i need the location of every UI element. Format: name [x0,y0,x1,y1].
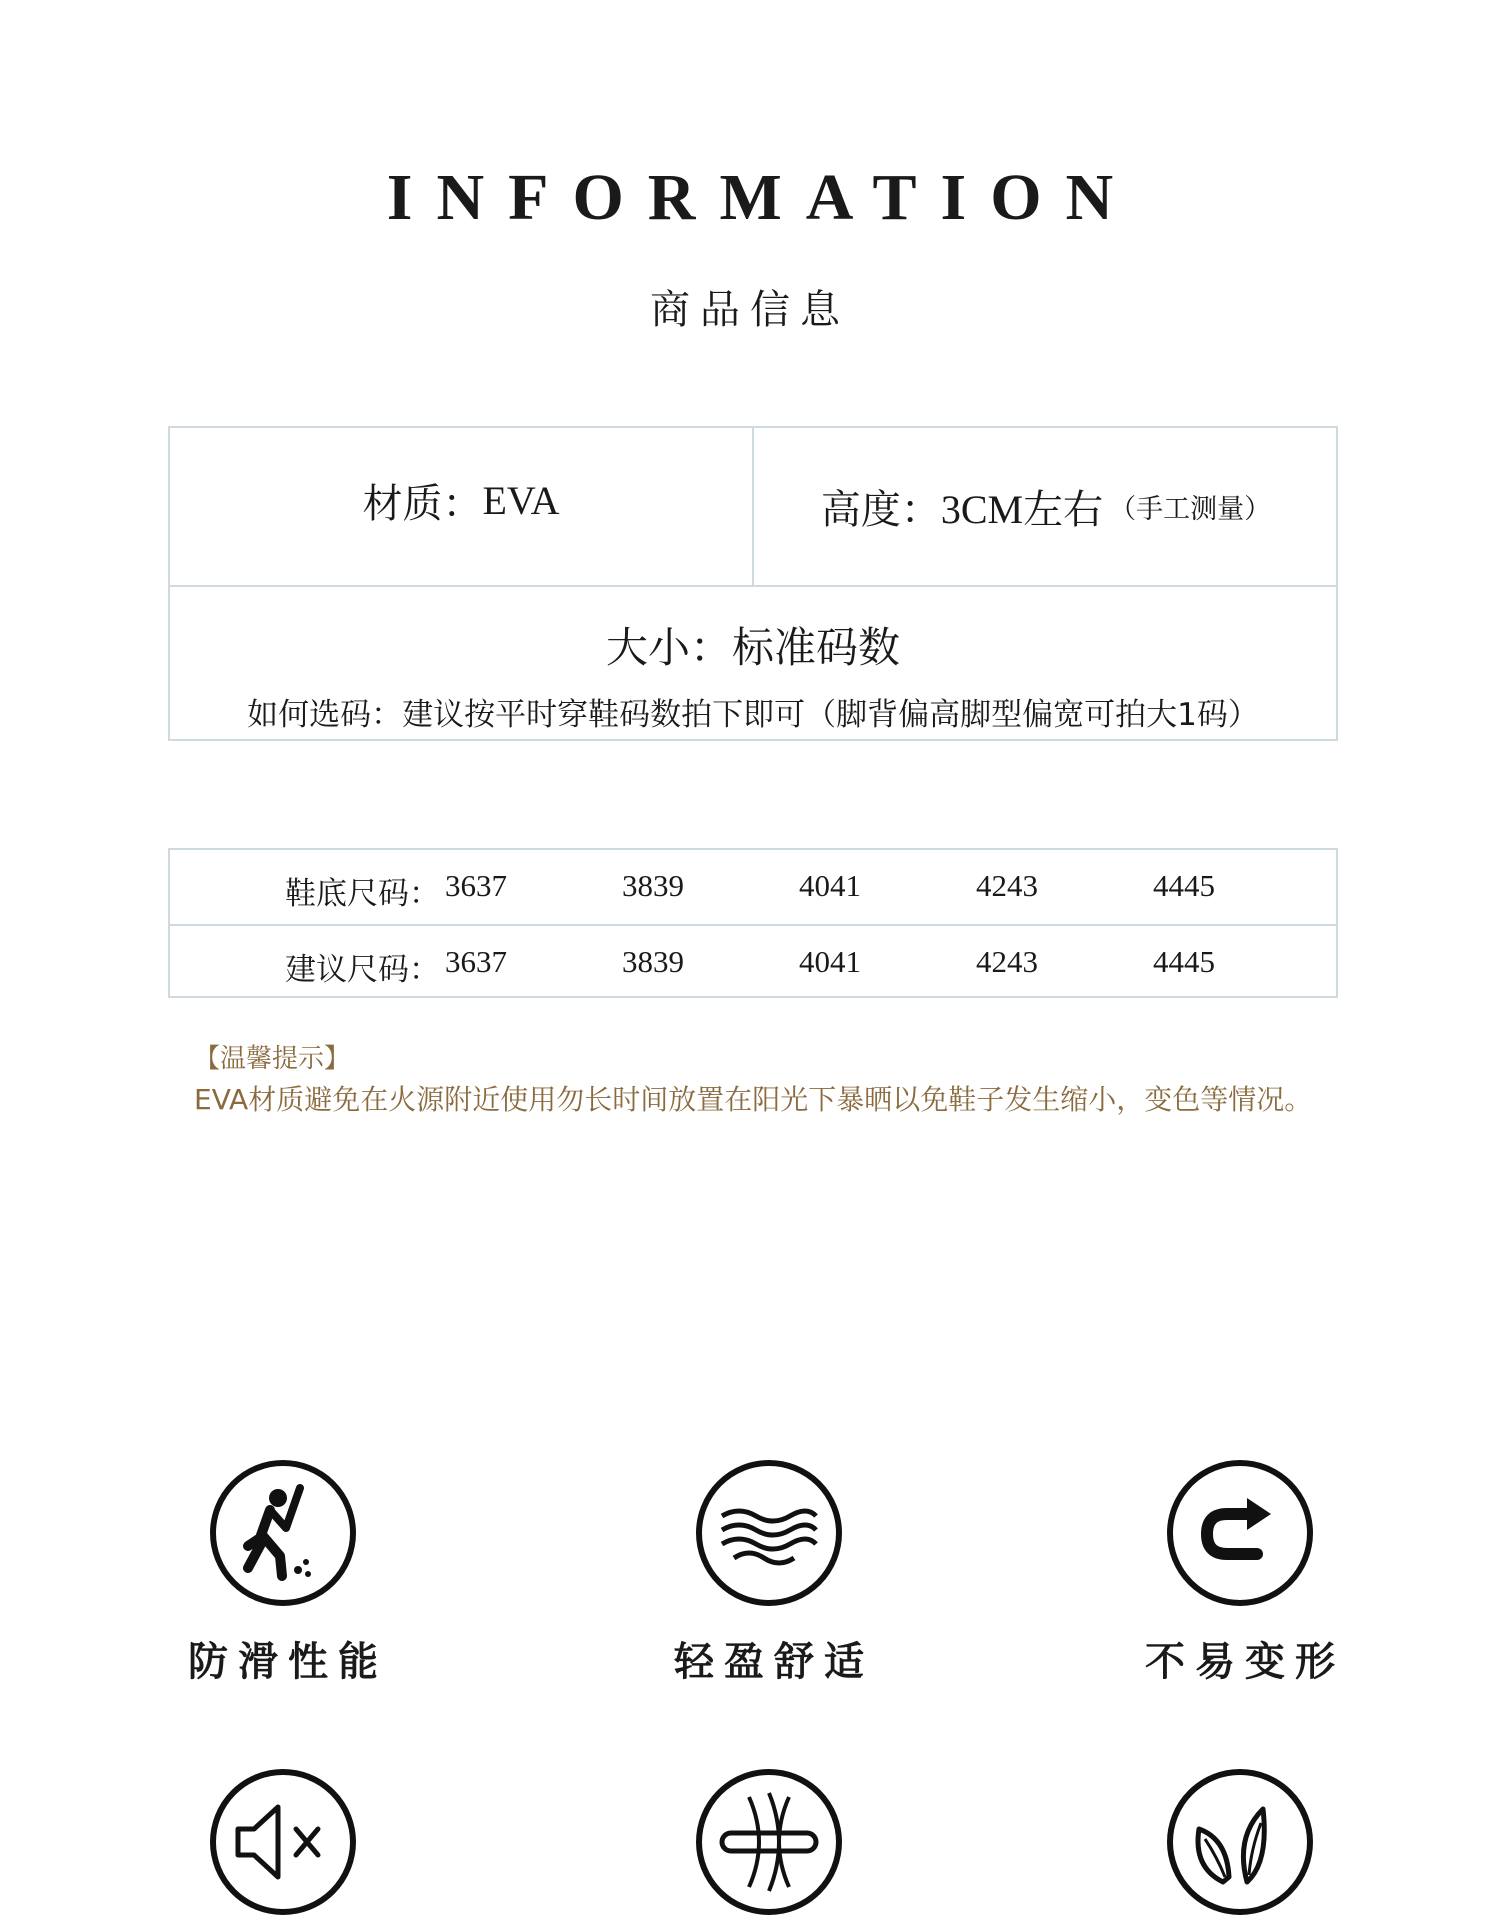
table-cell: 3637 [445,944,507,979]
info-row-material-height [170,428,1336,587]
table-row [170,850,1336,926]
rebound-arrow-icon [1165,1458,1315,1608]
material-cell [170,428,754,585]
anti-slip-icon [208,1458,358,1608]
feature-no-deform [1090,1458,1390,1687]
table-cell: 4243 [976,944,1038,979]
table-cell: 4445 [1153,944,1215,979]
height-cell [756,428,1336,585]
tip-title: 【温馨提示】 [194,1044,351,1074]
height-label: 高度： [820,487,941,533]
flexible-sole-icon [694,1767,844,1917]
feature-mute [133,1767,433,1917]
info-row-size [170,587,1336,739]
material-label: 材质： [362,481,483,527]
table-row [170,926,1336,1000]
feature-label: 轻盈舒适 [674,1639,874,1685]
feature-eco [1090,1767,1390,1917]
feature-flexible [619,1767,919,1917]
table-cell: 4041 [799,944,861,979]
table-cell: 4445 [1153,868,1215,903]
height-note: （手工测量） [1109,494,1272,525]
row-label: 鞋底尺码： [285,876,440,912]
table-cell: 3839 [622,944,684,979]
size-label: 大小：标准码数 [605,623,900,672]
size-advice: 如何选码：建议按平时穿鞋码数拍下即可（脚背偏高脚型偏宽可拍大1码） [247,697,1259,733]
page-subtitle: 商品信息 [650,287,850,333]
mute-speaker-icon [208,1767,358,1917]
page-title: INFORMATION [386,161,1138,234]
feature-label: 防滑性能 [188,1639,388,1685]
height-value: 3CM左右 [940,487,1104,532]
table-cell: 3839 [622,868,684,903]
size-chart-table [168,848,1338,998]
tip-body: EVA材质避免在火源附近使用勿长时间放置在阳光下暴晒以免鞋子发生缩小，变色等情况。 [194,1083,1313,1116]
table-cell: 3637 [445,868,507,903]
feature-anti-slip [133,1458,433,1687]
material-value: EVA [482,478,560,523]
table-cell: 4041 [799,868,861,903]
feature-label: 不易变形 [1145,1639,1345,1685]
row-label: 建议尺码： [285,952,440,988]
lightweight-wave-icon [694,1458,844,1608]
feature-lightweight [619,1458,919,1687]
eco-leaf-icon [1165,1767,1315,1917]
product-info-table [168,426,1338,741]
table-cell: 4243 [976,868,1038,903]
